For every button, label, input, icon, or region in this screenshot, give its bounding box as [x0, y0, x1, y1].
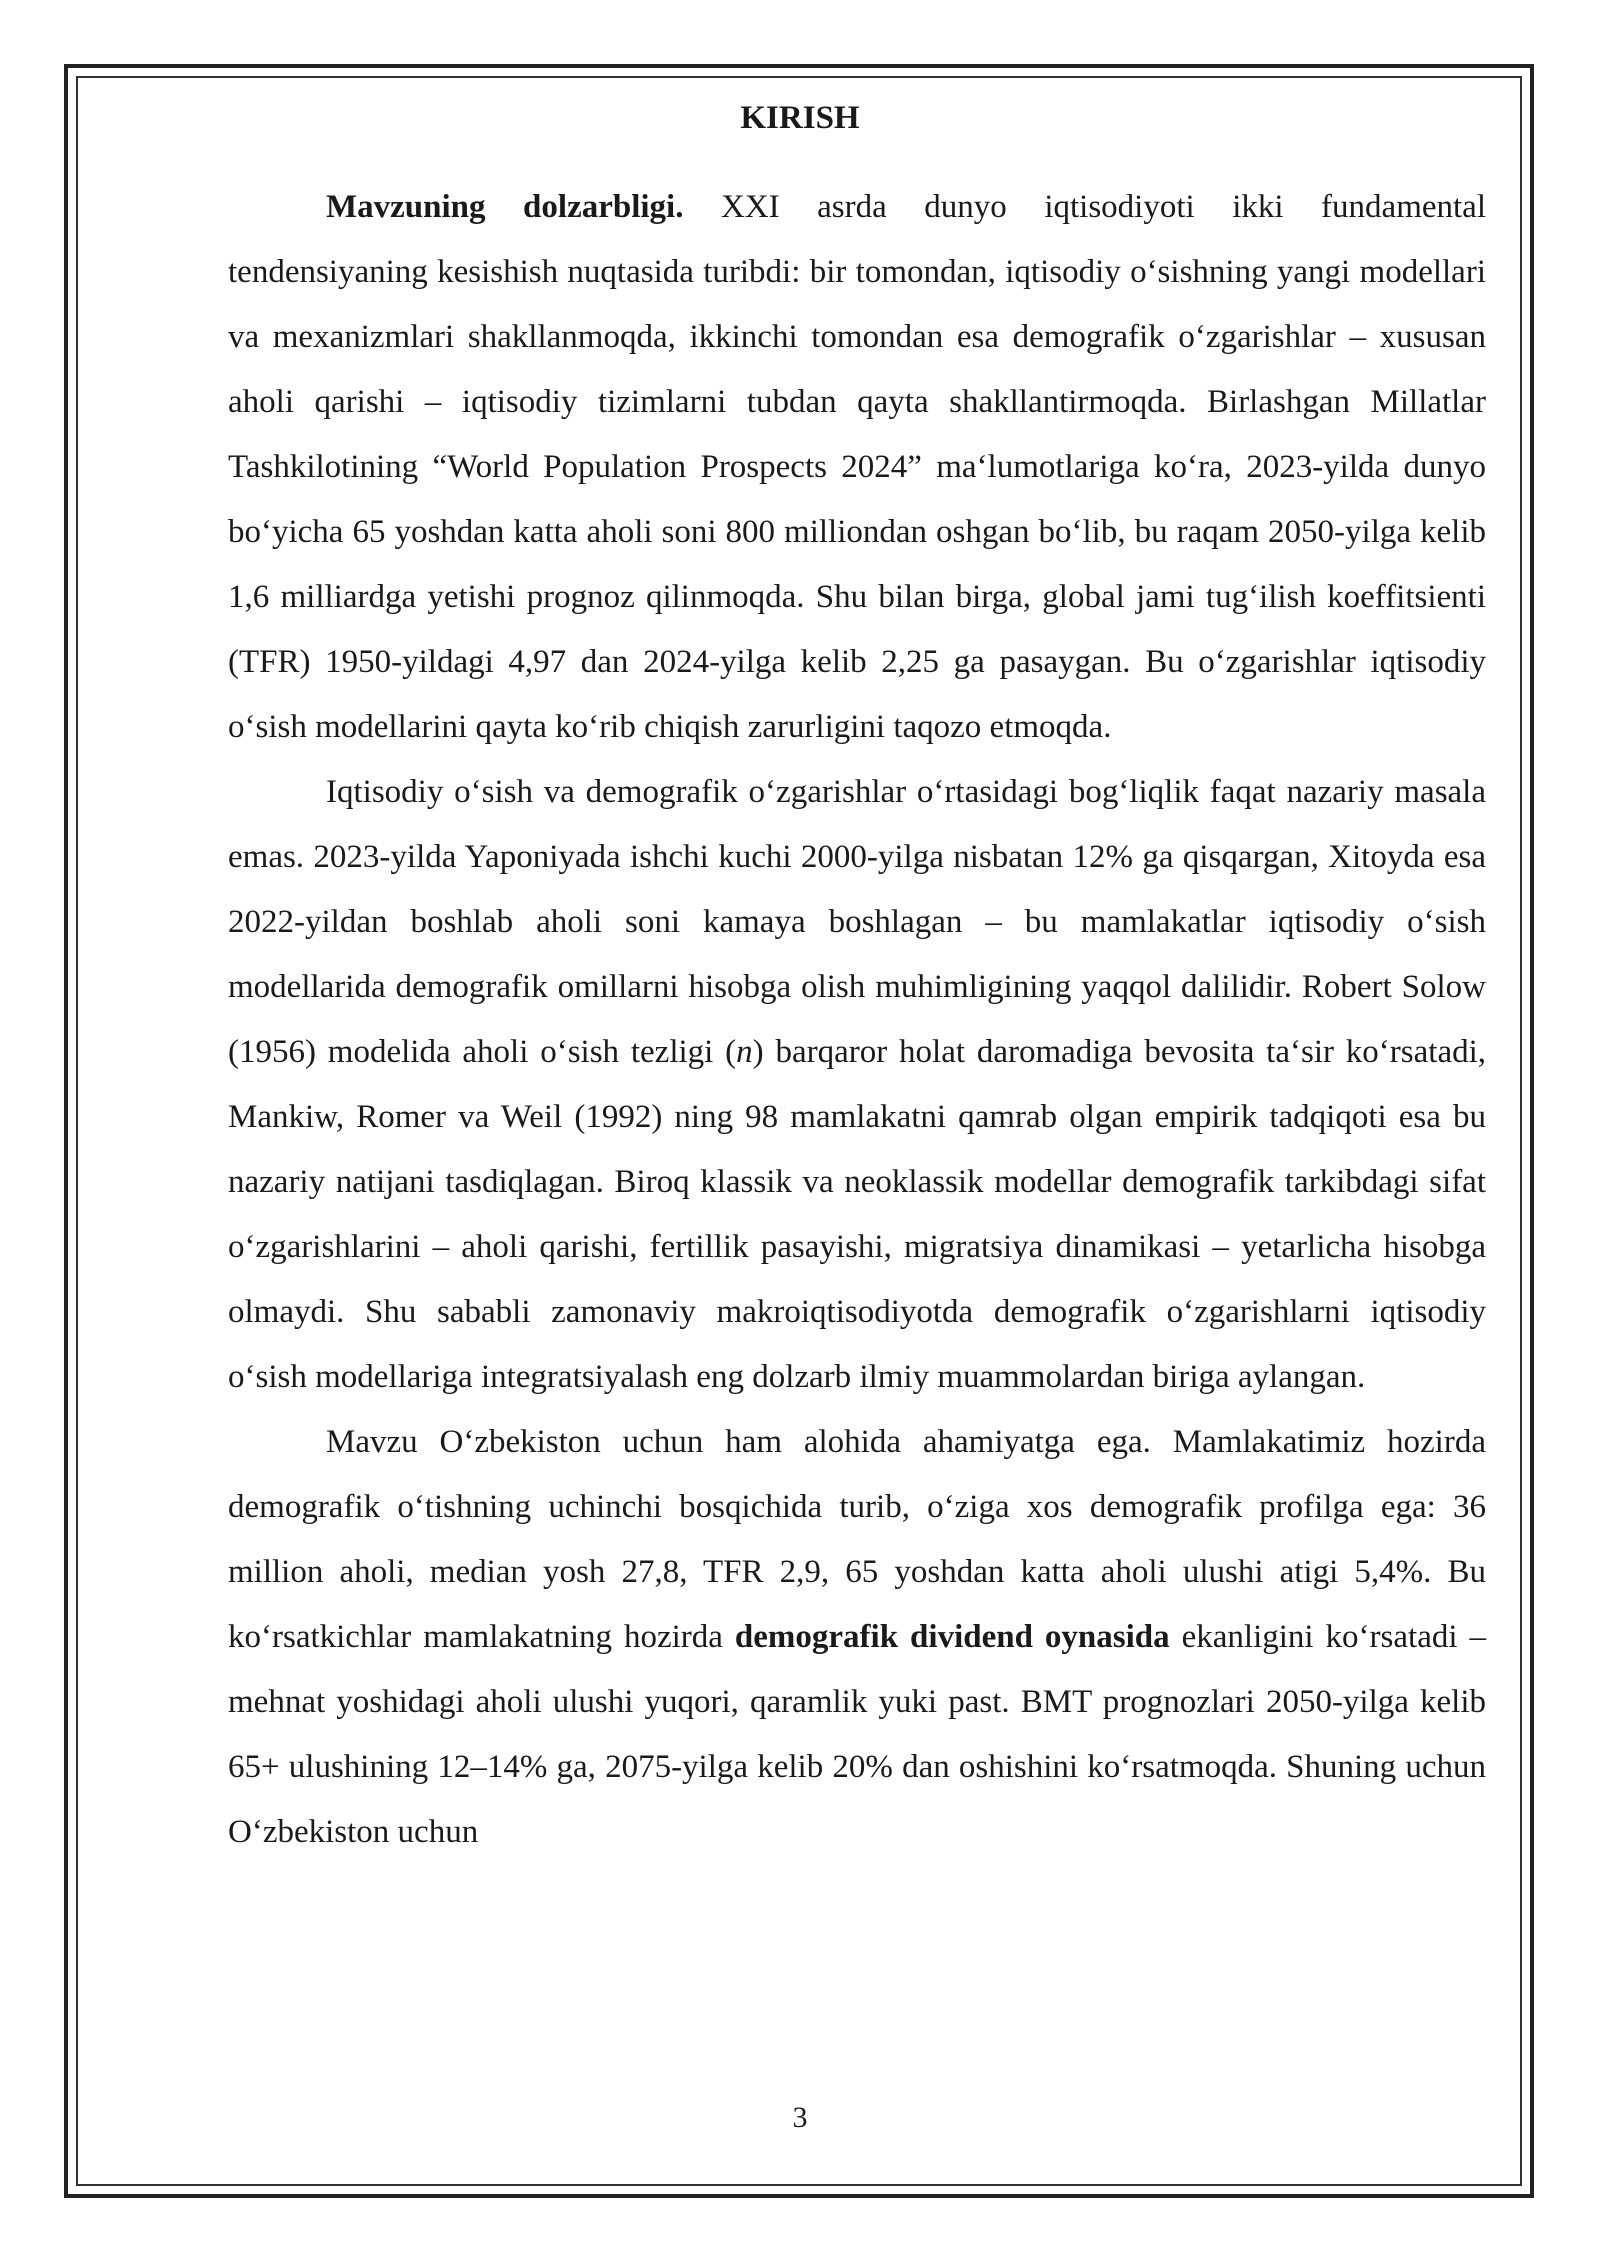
paragraph-lead-heading: Mavzuning dolzarbligi. [326, 189, 684, 225]
paragraph-growth-demography [228, 760, 1486, 1410]
paragraph-uzbekistan [228, 1410, 1486, 1865]
variable-n: n [736, 1034, 753, 1070]
paragraph-text: ) barqaror holat daromadiga bevosita ta‘sir ko‘rsatadi, Mankiw, Romer va Weil (1992) ning 98 mamlakatni qamrab olgan empirik tadqiqoti esa bu nazariy natijani tasdiqlagan. Biroq klassik va neoklassik modellar demografik tarkibdagi sifat o‘zgarishlarini – aholi qarishi, fertillik pasayishi, migratsiya dinamikasi – yetarlicha hisobga olmaydi. Shu sababli zamonaviy makroiqtisodiyotda demografik o‘zgarishlarni iqtisodiy o‘sish modellariga integratsiyalash eng dolzarb ilmiy muammolardan biriga aylangan. [228, 1034, 1487, 1395]
page-number: 3 [792, 2101, 808, 2134]
paragraph-relevance [228, 175, 1486, 760]
paragraph-text: Mavzu O‘zbekiston uchun ham alohida ahamiyatga ega. Mamlakatimiz hozirda demografik o‘tishning uchinchi bosqichida turib, o‘ziga xos demografik profilga ega: 36 million aholi, median yosh 27,8, TFR 2,9, 65 yoshdan katta aholi ulushi atigi 5,4%. Bu ko‘rsatkichlar mamlakatning hozirda [228, 1424, 1486, 1655]
paragraph-text: XXI asrda dunyo iqtisodiyoti ikki fundamental tendensiyaning kesishish nuqtasida turibdi: bir tomondan, iqtisodiy o‘sishning yangi modellari va mexanizmlari shakllanmoqda, ikkinchi tomondan esa demografik o‘zgarishlar – xususan aholi qarishi – iqtisodiy tizimlarni tubdan qayta shakllantirmoqda. Birlashgan Millatlar Tashkilotining “World Population Prospects 2024” ma‘lumotlariga ko‘ra, 2023-yilda dunyo bo‘yicha 65 yoshdan katta aholi soni 800 milliondan oshgan bo‘lib, bu raqam 2050-yilga kelib 1,6 milliardga yetishi prognoz qilinmoqda. Shu bilan birga, global jami tug‘ilish koeffitsienti (TFR) 1950-yildagi 4,97 dan 2024-yilga kelib 2,25 ga pasaygan. Bu o‘zgarishlar iqtisodiy o‘sish modellarini qayta ko‘rib chiqish zarurligini taqozo etmoqda. [228, 189, 1486, 745]
emphasis-demographic-dividend: demografik dividend oynasida [734, 1619, 1170, 1655]
section-title: KIRISH [740, 100, 860, 136]
paragraph-text: Iqtisodiy o‘sish va demografik o‘zgarishlar o‘rtasidagi bog‘liqlik faqat nazariy masala emas. 2023-yilda Yaponiyada ishchi kuchi 2000-yilga nisbatan 12% ga qisqargan, Xitoyda esa 2022-yildan boshlab aholi soni kamaya boshlagan – bu mamlakatlar iqtisodiy o‘sish modellarida demografik omillarni hisobga olish muhimligining yaqqol dalilidir. Robert Solow (1956) modelida aholi o‘sish tezligi ( [228, 774, 1486, 1070]
document-body [228, 175, 1486, 1865]
paragraph-text: ekanligini ko‘rsatadi – mehnat yoshidagi aholi ulushi yuqori, qaramlik yuki past. BMT prognozlari 2050-yilga kelib 65+ ulushining 12–14% ga, 2075-yilga kelib 20% dan oshishini ko‘rsatmoqda. Shuning uchun O‘zbekiston uchun [228, 1619, 1486, 1850]
